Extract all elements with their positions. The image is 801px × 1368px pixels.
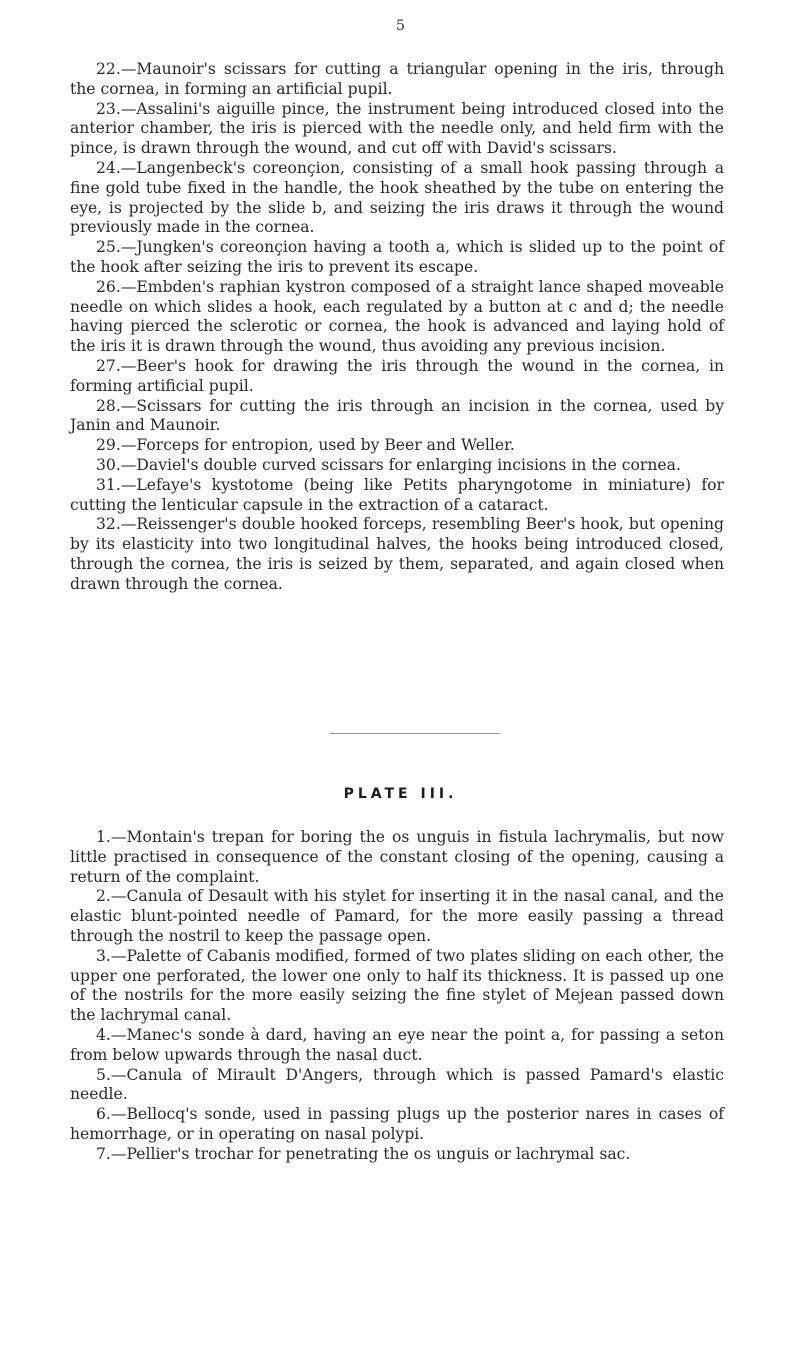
paragraph-item-7: 7.—Pellier's trochar for penetrating the os unguis or lachrymal sac.	[96, 1144, 631, 1163]
paragraph-item-31: 31.—Lefaye's kystotome (being like Petits pharyngotome in miniature) for cutting the lenticular capsule in the extraction of a cataract.	[70, 475, 724, 514]
paragraph-item-30: 30.—Daviel's double curved scissars for enlarging incisions in the cornea.	[96, 455, 681, 474]
paragraph-item-32: 32.—Reissenger's double hooked forceps, resembling Beer's hook, but opening by its elasticity into two longitudinal halves, the hooks being introduced closed, through the cornea, the iris is seized by them, separated, and again closed when drawn through the cornea.	[70, 515, 724, 593]
paragraph-item-26: 26.—Embden's raphian kystron composed of a straight lance shaped moveable needle on which slides a hook, each regulated by a button at c and d; the needle having pierced the sclerotic or cornea, the hook is advanced and laying hold of the iris it is drawn through the wound, thus avoiding any previous incision.	[70, 277, 724, 356]
paragraph-item-4: 4.—Manec's sonde à dard, having an eye near the point a, for passing a seton from below upwards through the nasal duct.	[70, 1025, 724, 1064]
instrument-list-plate-ii-continued	[70, 60, 724, 595]
paragraph-item-5: 5.—Canula of Mirault D'Angers, through which is passed Pamard's elastic needle.	[70, 1065, 724, 1104]
paragraph-item-1: 1.—Montain's trepan for boring the os unguis in fistula lachrymalis, but now little practised in consequence of the constant closing of the opening, causing a return of the complaint.	[70, 828, 724, 886]
paragraph-item-27: 27.—Beer's hook for drawing the iris through the wound in the cornea, in forming artificial pupil.	[70, 356, 724, 395]
paragraph-item-28: 28.—Scissars for cutting the iris through an incision in the cornea, used by Janin and Maunoir.	[70, 396, 724, 435]
paragraph-item-22: 22.—Maunoir's scissars for cutting a triangular opening in the iris, through the cornea, in forming an artificial pupil.	[70, 60, 724, 98]
paragraph-item-24: 24.—Langenbeck's coreonçion, consisting of a small hook passing through a fine gold tube fixed in the handle, the hook sheathed by the tube on entering the eye, is projected by the slide b, and seizing the iris draws it through the wound previously made in the cornea.	[70, 158, 724, 237]
paragraph-item-3: 3.—Palette of Cabanis modified, formed of two plates sliding on each other, the upper one perforated, the lower one only to half its thickness. It is passed up one of the nostrils for the more easily seizing the fine stylet of Mejean passed down the lachrymal canal.	[70, 946, 724, 1025]
plate-heading: PLATE III.	[343, 786, 458, 802]
paragraph-item-25: 25.—Jungken's coreonçion having a tooth a, which is slided up to the point of the hook after seizing the iris to prevent its escape.	[70, 238, 724, 276]
paragraph-item-29: 29.—Forceps for entropion, used by Beer and Weller.	[96, 436, 515, 455]
paragraph-item-6: 6.—Bellocq's sonde, used in passing plugs up the posterior nares in cases of hemorrhage, or in operating on nasal polypi.	[70, 1105, 724, 1143]
page-number: 5	[396, 18, 405, 34]
section-divider	[330, 733, 500, 734]
instrument-list-plate-iii	[70, 828, 724, 1165]
paragraph-item-23: 23.—Assalini's aiguille pince, the instrument being introduced closed into the anterior chamber, the iris is pierced with the needle only, and held firm with the pince, is drawn through the wound, and cut off with David's scissars.	[70, 99, 724, 158]
paragraph-item-2: 2.—Canula of Desault with his stylet for inserting it in the nasal canal, and the elastic blunt-pointed needle of Pamard, for the more easily passing a thread through the nostril to keep the passage open.	[70, 887, 724, 945]
